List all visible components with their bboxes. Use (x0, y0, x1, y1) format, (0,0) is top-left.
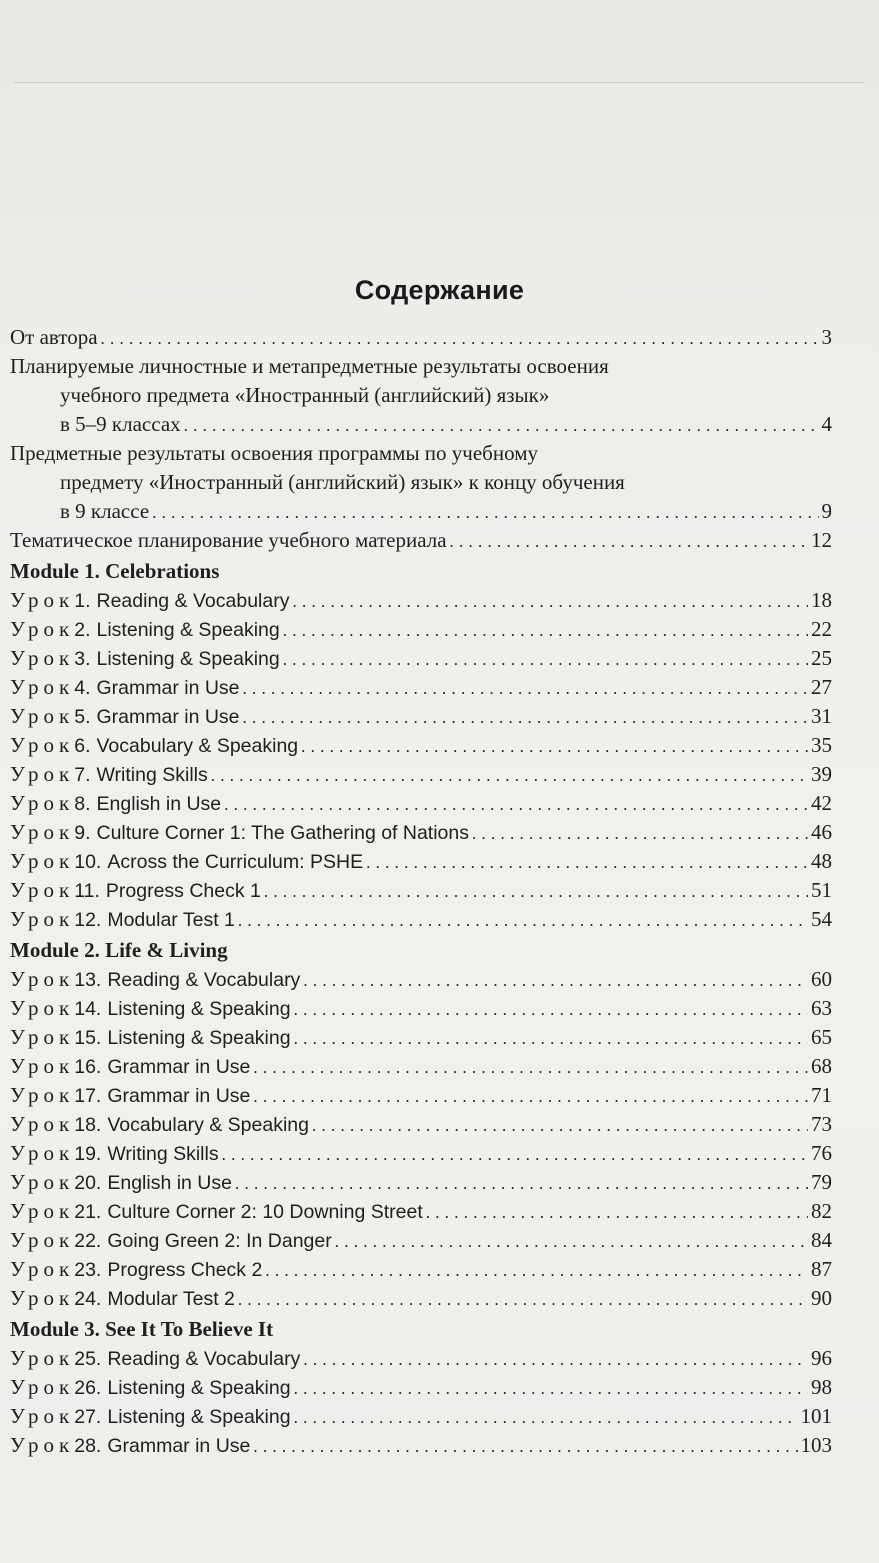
lesson-number: 3. (74, 648, 91, 670)
leader-dots (472, 818, 808, 848)
leader-dots (224, 789, 808, 819)
lesson-number: 6. (74, 735, 91, 757)
lesson-word: Урок (10, 1083, 75, 1107)
leader-dots (253, 1081, 808, 1111)
lesson-word: Урок (10, 849, 75, 873)
lesson-title: Culture Corner 2: 10 Downing Street (107, 1201, 423, 1223)
lesson-word: Урок (10, 762, 75, 786)
leader-dots (301, 731, 808, 761)
lesson-word: Урок (10, 1346, 75, 1370)
lesson-number: 1. (74, 590, 91, 612)
lesson-word: Урок (10, 646, 75, 670)
leader-dots (101, 323, 819, 353)
lesson-number: 28. (74, 1435, 102, 1457)
lesson-word: Урок (10, 791, 75, 815)
leader-dots (253, 1431, 797, 1461)
lesson-title: Grammar in Use (107, 1056, 251, 1078)
lesson-number: 21. (74, 1201, 102, 1223)
page-number: 65 (811, 1025, 832, 1049)
lesson-entry (10, 1255, 832, 1284)
page-number: 42 (811, 791, 832, 815)
lesson-entry (10, 644, 832, 673)
module-heading: Module 3. See It To Believe It (10, 1317, 274, 1341)
module-heading: Module 1. Celebrations (10, 559, 220, 583)
page-number: 98 (811, 1375, 832, 1399)
leader-dots (238, 905, 808, 935)
lesson-word: Урок (10, 588, 75, 612)
leader-dots (222, 1139, 808, 1169)
page-number: 35 (811, 733, 832, 757)
lesson-number: 8. (74, 793, 91, 815)
lesson-word: Урок (10, 1112, 75, 1136)
lesson-entry (10, 673, 832, 702)
page-number: 68 (811, 1054, 832, 1078)
lesson-word: Урок (10, 704, 75, 728)
lesson-title: Listening & Speaking (96, 648, 280, 670)
entry-text: Тематическое планирование учебного материала (10, 528, 447, 552)
page-number: 46 (811, 820, 832, 844)
lesson-word: Урок (10, 820, 75, 844)
lesson-title: Modular Test 1 (107, 909, 235, 931)
lesson-title: Grammar in Use (107, 1085, 251, 1107)
page-number: 101 (800, 1404, 832, 1428)
lesson-title: Listening & Speaking (107, 1406, 291, 1428)
leader-dots (426, 1197, 808, 1227)
page-number: 82 (811, 1199, 832, 1223)
toc-entry-line: Предметные результаты освоения программы по учебному (10, 441, 538, 465)
leader-dots (294, 1023, 808, 1053)
toc-entry-subject-results (10, 497, 832, 526)
page-number: 63 (811, 996, 832, 1020)
lesson-number: 18. (74, 1114, 102, 1136)
lesson-title: English in Use (107, 1172, 232, 1194)
show-through-header (14, 58, 864, 83)
lesson-number: 12. (74, 909, 102, 931)
lesson-title: Culture Corner 1: The Gathering of Nations (96, 822, 469, 844)
lesson-word: Урок (10, 1286, 75, 1310)
lesson-title: Listening & Speaking (107, 998, 291, 1020)
page-number: 84 (811, 1228, 832, 1252)
lesson-title: Writing Skills (107, 1143, 219, 1165)
page-number: 76 (811, 1141, 832, 1165)
lesson-number: 27. (74, 1406, 102, 1428)
leader-dots (366, 847, 808, 877)
lesson-entry (10, 1081, 832, 1110)
leader-dots (283, 644, 808, 674)
lesson-word: Урок (10, 878, 75, 902)
page-number: 48 (811, 849, 832, 873)
modules-list (10, 557, 832, 1460)
lesson-title: English in Use (96, 793, 222, 815)
lesson-title: Grammar in Use (107, 1435, 251, 1457)
lesson-word: Урок (10, 1433, 75, 1457)
toc-entry-thematic-planning (10, 526, 832, 555)
lesson-title: Across the Curriculum: PSHE (107, 851, 364, 873)
lesson-title: Listening & Speaking (107, 1027, 291, 1049)
lesson-number: 24. (74, 1288, 102, 1310)
page-number: 12 (811, 528, 832, 552)
lesson-title: Going Green 2: In Danger (107, 1230, 332, 1252)
leader-dots (265, 1255, 808, 1285)
lesson-word: Урок (10, 907, 75, 931)
lesson-title: Reading & Vocabulary (107, 1348, 301, 1370)
lesson-number: 10. (74, 851, 102, 873)
lesson-number: 16. (74, 1056, 102, 1078)
lesson-word: Урок (10, 1257, 75, 1281)
lesson-title: Reading & Vocabulary (107, 969, 301, 991)
leader-dots (235, 1168, 808, 1198)
lesson-number: 25. (74, 1348, 102, 1370)
page-number: 18 (811, 588, 832, 612)
lesson-entry (10, 905, 832, 934)
lesson-number: 19. (74, 1143, 102, 1165)
leader-dots (292, 586, 808, 616)
lesson-entry (10, 789, 832, 818)
lesson-word: Урок (10, 996, 75, 1020)
lesson-number: 9. (74, 822, 91, 844)
lesson-entry (10, 994, 832, 1023)
lesson-entry (10, 1139, 832, 1168)
page-number: 4 (821, 412, 832, 436)
lesson-title: Vocabulary & Speaking (107, 1114, 309, 1136)
module-section (10, 1315, 832, 1460)
leader-dots (243, 673, 808, 703)
entry-text: От автора (10, 325, 98, 349)
page-number: 87 (811, 1257, 832, 1281)
lesson-title: Vocabulary & Speaking (96, 735, 299, 757)
intro-section (10, 323, 832, 555)
module-section (10, 936, 832, 1313)
lesson-entry (10, 818, 832, 847)
lesson-entry (10, 876, 832, 905)
lesson-title: Grammar in Use (96, 677, 240, 699)
lesson-entry (10, 847, 832, 876)
lesson-title: Listening & Speaking (96, 619, 280, 641)
lesson-word: Урок (10, 675, 75, 699)
lesson-entry (10, 1168, 832, 1197)
page-number: 60 (811, 967, 832, 991)
lesson-entry (10, 1226, 832, 1255)
lesson-entry (10, 702, 832, 731)
leader-dots (152, 497, 818, 527)
lesson-word: Урок (10, 1199, 75, 1223)
lesson-entry (10, 1023, 832, 1052)
page-number: 31 (811, 704, 832, 728)
page-number: 9 (821, 499, 832, 523)
leader-dots (253, 1052, 808, 1082)
leader-dots (303, 965, 808, 995)
lesson-number: 13. (74, 969, 102, 991)
leader-dots (335, 1226, 808, 1256)
lesson-number: 20. (74, 1172, 102, 1194)
page-number: 90 (811, 1286, 832, 1310)
leader-dots (294, 1373, 808, 1403)
leader-dots (283, 615, 808, 645)
leader-dots (238, 1284, 808, 1314)
page-number: 96 (811, 1346, 832, 1370)
leader-dots (211, 760, 808, 790)
lesson-title: Progress Check 2 (107, 1259, 263, 1281)
leader-dots (450, 526, 808, 556)
leader-dots (184, 410, 819, 440)
page-number: 22 (811, 617, 832, 641)
page-title: Содержание (354, 275, 525, 305)
module-heading: Module 2. Life & Living (10, 938, 228, 962)
lesson-entry (10, 1344, 832, 1373)
lesson-number: 7. (74, 764, 91, 786)
lesson-entry (10, 1373, 832, 1402)
lesson-entry (10, 1052, 832, 1081)
page-number: 25 (811, 646, 832, 670)
lesson-title: Progress Check 1 (105, 880, 261, 902)
lesson-number: 5. (74, 706, 91, 728)
lesson-word: Урок (10, 1404, 75, 1428)
entry-text: в 5–9 классах (60, 412, 181, 436)
lesson-word: Урок (10, 1141, 75, 1165)
leader-dots (243, 702, 808, 732)
lesson-entry (10, 1197, 832, 1226)
lesson-number: 15. (74, 1027, 102, 1049)
page-number: 73 (811, 1112, 832, 1136)
lesson-title: Modular Test 2 (107, 1288, 235, 1310)
lesson-entry (10, 760, 832, 789)
lesson-number: 23. (74, 1259, 102, 1281)
toc-entry-line: учебного предмета «Иностранный (английский) язык» (60, 383, 550, 407)
page-number: 71 (811, 1083, 832, 1107)
leader-dots (294, 994, 808, 1024)
page-number: 51 (811, 878, 832, 902)
lesson-word: Урок (10, 1054, 75, 1078)
leader-dots (312, 1110, 808, 1140)
page-number: 3 (821, 325, 832, 349)
module-section (10, 557, 832, 934)
lesson-word: Урок (10, 967, 75, 991)
lesson-word: Урок (10, 1170, 75, 1194)
page-number: 39 (811, 762, 832, 786)
lesson-title: Reading & Vocabulary (96, 590, 290, 612)
leader-dots (264, 876, 808, 906)
page-number: 103 (800, 1433, 832, 1457)
page-number: 27 (811, 675, 832, 699)
lesson-word: Урок (10, 733, 75, 757)
toc-entry-line: Планируемые личностные и метапредметные результаты освоения (10, 354, 609, 378)
leader-dots (303, 1344, 808, 1374)
lesson-number: 4. (74, 677, 91, 699)
toc-entry-from-author (10, 323, 832, 352)
lesson-entry (10, 1431, 832, 1460)
toc-entry-line: предмету «Иностранный (английский) язык» к концу обучения (60, 470, 625, 494)
lesson-number: 11. (74, 880, 100, 902)
lesson-entry (10, 586, 832, 615)
lesson-number: 26. (74, 1377, 102, 1399)
page-number: 79 (811, 1170, 832, 1194)
lesson-word: Урок (10, 1025, 75, 1049)
lesson-entry (10, 731, 832, 760)
lesson-number: 14. (74, 998, 102, 1020)
toc-entry-planned-results (10, 410, 832, 439)
lesson-word: Урок (10, 617, 75, 641)
lesson-entry (10, 615, 832, 644)
lesson-word: Урок (10, 1375, 75, 1399)
lesson-entry (10, 1402, 832, 1431)
leader-dots (294, 1402, 798, 1432)
lesson-number: 17. (74, 1085, 102, 1107)
table-of-contents (10, 323, 832, 1460)
page-number: 54 (811, 907, 832, 931)
lesson-number: 22. (74, 1230, 102, 1252)
lesson-entry (10, 1110, 832, 1139)
lesson-number: 2. (74, 619, 91, 641)
lesson-word: Урок (10, 1228, 75, 1252)
lesson-title: Grammar in Use (96, 706, 240, 728)
lesson-entry (10, 1284, 832, 1313)
lesson-title: Listening & Speaking (107, 1377, 291, 1399)
entry-text: в 9 классе (60, 499, 150, 523)
lesson-title: Writing Skills (96, 764, 208, 786)
lesson-entry (10, 965, 832, 994)
